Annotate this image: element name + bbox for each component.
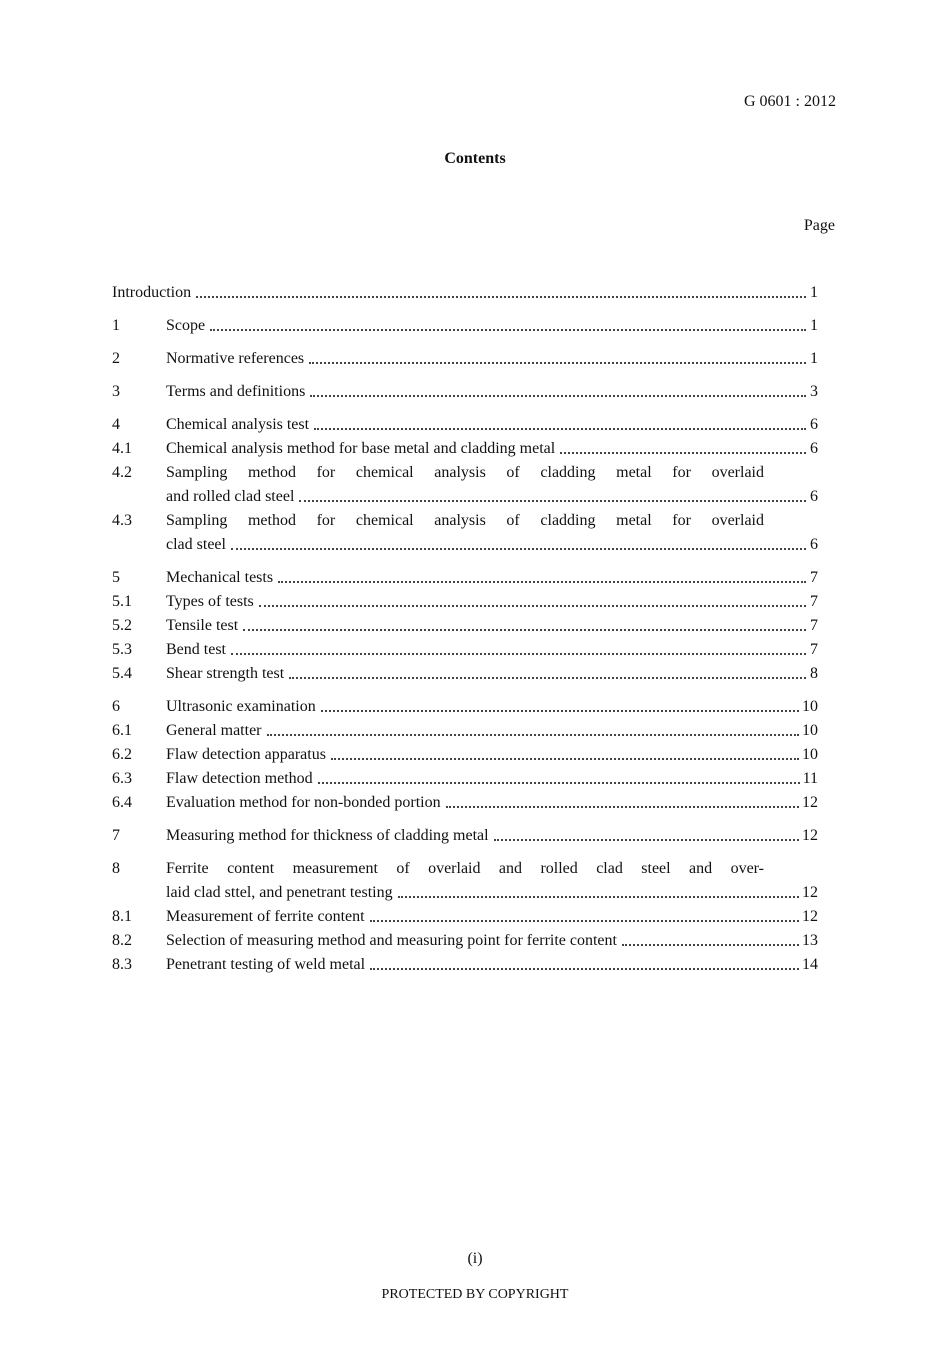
toc-entry-page: 1 [810,317,818,334]
toc-entry-page: 13 [802,932,818,949]
toc-group-8 [112,857,818,977]
toc-entry-number: 2 [112,350,120,367]
toc-entry-6-1[interactable] [112,719,818,743]
dot-leader [560,452,806,454]
toc-entry-number: 5.4 [112,665,132,682]
toc-entry-page: 10 [802,746,818,763]
toc-entry-page: 11 [802,770,818,787]
dot-leader [243,629,806,631]
toc-entry-label: Flaw detection method [166,770,313,787]
toc-entry-8-2[interactable] [112,929,818,953]
dot-leader [309,362,806,364]
toc-entry-number: 4 [112,416,120,433]
toc-entry-number: 6.3 [112,770,132,787]
toc-entry-4[interactable] [112,413,818,437]
dot-leader [370,968,799,970]
toc-group-7 [112,824,818,848]
toc-entry-label: Ultrasonic examination [166,698,316,715]
toc-entry-page: 7 [810,593,818,610]
dot-leader [231,548,806,550]
toc-entry-1[interactable] [112,314,818,338]
toc-entry-page: 6 [810,536,818,553]
dot-leader [289,677,806,679]
toc-entry-page: 6 [810,416,818,433]
toc-entry-5[interactable] [112,566,818,590]
copyright-notice: PROTECTED BY COPYRIGHT [381,1287,569,1302]
toc-entry-4-1[interactable] [112,437,818,461]
toc-entry-label-line2: clad steel [166,536,226,553]
toc-entry-label: Evaluation method for non-bonded portion [166,794,441,811]
toc-entry-page: 7 [810,617,818,634]
toc-entry-number: 4.1 [112,440,132,457]
toc-entry-number: 5 [112,569,120,586]
dot-leader [210,329,806,331]
dot-leader [314,428,806,430]
toc-group-introduction [112,281,818,305]
toc-entry-label: Mechanical tests [166,569,274,586]
toc-group-4 [112,413,818,557]
footer-page-number: (i) [467,1250,483,1267]
toc-entry-label: Chemical analysis method for base metal and cladding metal [166,440,556,457]
toc-group-5 [112,566,818,686]
dot-leader [267,734,800,736]
dot-leader [370,920,799,922]
toc-entry-6-4[interactable] [112,791,818,815]
dot-leader [494,839,799,841]
toc-entry-3[interactable] [112,380,818,404]
toc-entry-8-3[interactable] [112,953,818,977]
toc-entry-number: 8.2 [112,932,132,949]
toc-entry-label: Chemical analysis test [166,416,310,433]
toc-entry-4-2[interactable] [112,461,818,509]
table-of-contents [112,281,818,986]
toc-entry-label: General matter [166,722,262,739]
toc-entry-label-line1: Sampling method for chemical analysis of cladding metal for overlaid [166,464,764,481]
page-title: Contents [444,150,506,167]
toc-entry-number: 7 [112,827,120,844]
toc-entry-8[interactable] [112,857,818,905]
toc-entry-page: 1 [810,350,818,367]
toc-entry-introduction[interactable] [112,281,818,305]
toc-entry-7[interactable] [112,824,818,848]
toc-entry-5-1[interactable] [112,590,818,614]
toc-entry-number: 6.2 [112,746,132,763]
toc-entry-page: 8 [810,665,818,682]
dot-leader [318,782,800,784]
toc-entry-number: 6.1 [112,722,132,739]
toc-entry-label: Measurement of ferrite content [166,908,365,925]
toc-entry-page: 6 [810,488,818,505]
dot-leader [259,605,806,607]
toc-entry-label: Scope [166,317,206,334]
toc-entry-5-3[interactable] [112,638,818,662]
toc-group-1 [112,314,818,338]
toc-entry-label: Flaw detection apparatus [166,746,326,763]
toc-entry-page: 3 [810,383,818,400]
toc-entry-page: 14 [802,956,818,973]
toc-entry-page: 7 [810,569,818,586]
toc-entry-label: Selection of measuring method and measuring point for ferrite content [166,932,617,949]
toc-group-3 [112,380,818,404]
toc-entry-6[interactable] [112,695,818,719]
dot-leader [310,395,806,397]
toc-entry-page: 1 [810,284,818,301]
toc-entry-label: Types of tests [166,593,254,610]
toc-entry-page: 12 [802,827,818,844]
toc-entry-page: 6 [810,440,818,457]
toc-entry-page: 7 [810,641,818,658]
toc-entry-number: 5.1 [112,593,132,610]
toc-entry-number: 4.3 [112,512,132,529]
toc-entry-2[interactable] [112,347,818,371]
toc-entry-label: Penetrant testing of weld metal [166,956,366,973]
document-identifier: G 0601 : 2012 [744,93,836,110]
toc-entry-number: 1 [112,317,120,334]
toc-entry-page: 10 [802,698,818,715]
dot-leader [196,296,806,298]
toc-group-2 [112,347,818,371]
toc-entry-8-1[interactable] [112,905,818,929]
toc-entry-label: Tensile test [166,617,239,634]
toc-entry-label: Bend test [166,641,226,658]
toc-entry-label-line1: Ferrite content measurement of overlaid and rolled clad steel and over- [166,860,764,877]
toc-entry-page: 12 [802,794,818,811]
toc-entry-label: Shear strength test [166,665,285,682]
dot-leader [446,806,799,808]
page-column-label: Page [803,217,835,234]
dot-leader [278,581,806,583]
dot-leader [622,944,799,946]
toc-entry-label: Introduction [112,284,192,301]
toc-entry-number: 3 [112,383,120,400]
toc-entry-label-line2: laid clad sttel, and penetrant testing [166,884,393,901]
toc-entry-6-2[interactable] [112,743,818,767]
dot-leader [299,500,806,502]
toc-entry-4-3[interactable] [112,509,818,557]
dot-leader [231,653,806,655]
toc-entry-label: Normative references [166,350,305,367]
toc-entry-number: 5.3 [112,641,132,658]
toc-entry-label-line2: and rolled clad steel [166,488,295,505]
toc-entry-6-3[interactable] [112,767,818,791]
toc-entry-number: 8 [112,860,120,877]
toc-entry-label: Measuring method for thickness of cladding metal [166,827,489,844]
toc-entry-5-2[interactable] [112,614,818,638]
dot-leader [321,710,799,712]
toc-entry-number: 6.4 [112,794,132,811]
toc-entry-number: 8.1 [112,908,132,925]
toc-entry-number: 5.2 [112,617,132,634]
toc-entry-page: 10 [802,722,818,739]
toc-entry-number: 4.2 [112,464,132,481]
toc-entry-page: 12 [802,908,818,925]
dot-leader [398,896,799,898]
toc-entry-number: 6 [112,698,120,715]
dot-leader [331,758,799,760]
toc-entry-5-4[interactable] [112,662,818,686]
toc-entry-label-line1: Sampling method for chemical analysis of cladding metal for overlaid [166,512,764,529]
toc-entry-page: 12 [802,884,818,901]
toc-entry-label: Terms and definitions [166,383,306,400]
toc-entry-number: 8.3 [112,956,132,973]
toc-group-6 [112,695,818,815]
